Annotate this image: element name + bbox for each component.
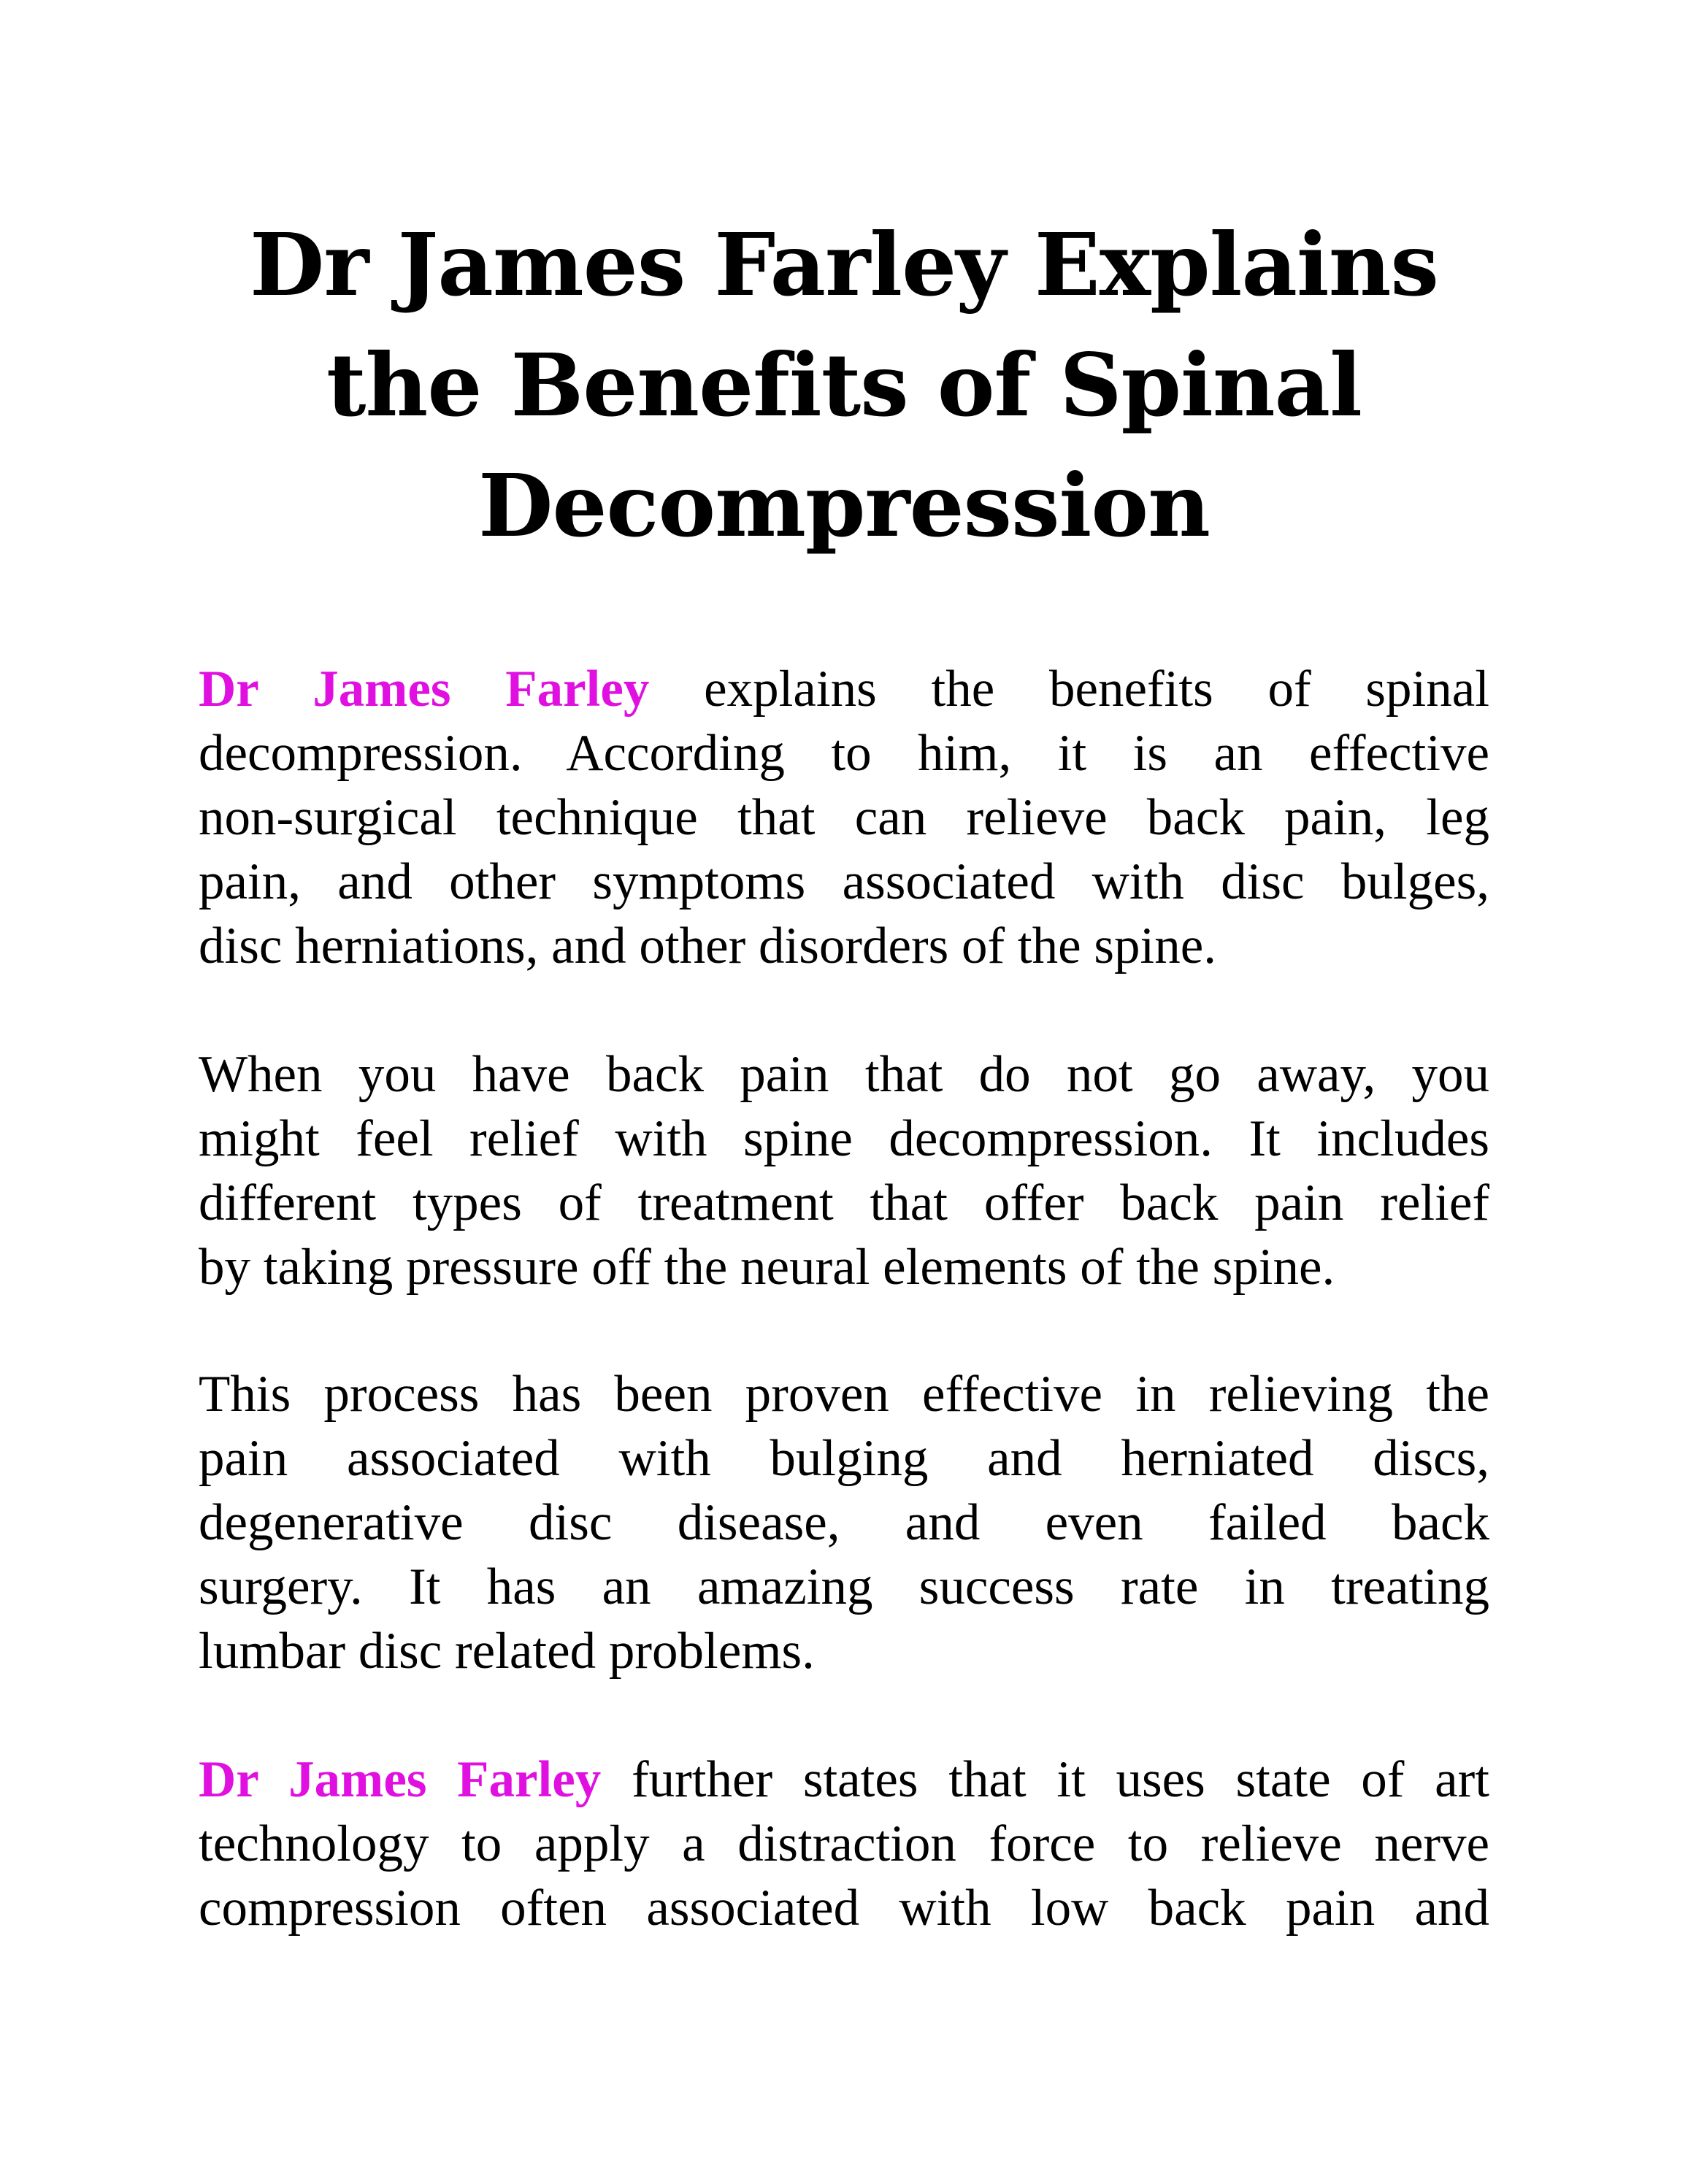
text-line [199,657,1489,721]
text-line: pain associated with bulging and herniated discs, [199,1430,1489,1487]
text-line: disc herniations, and other disorders of the spine. [199,918,1217,974]
text-line: This process has been proven effective in relieving the [199,1366,1489,1423]
title-line: the Benefits of Spinal [326,334,1362,436]
text-line: degenerative disc disease, and even failed back [199,1494,1489,1551]
text-line: surgery. It has an amazing success rate in treating [199,1558,1489,1615]
paragraph [199,657,1489,978]
page-title [183,204,1505,566]
text-line: technology to apply a distraction force to relieve nerve [199,1815,1489,1872]
text-line [199,1747,1489,1812]
author-name-link: Dr James Farley [199,661,650,718]
text-line: non-surgical technique that can relieve back pain, leg [199,789,1489,846]
line-text: further states that it uses state of art [601,1751,1489,1808]
text-line: decompression. According to him, it is an effective [199,725,1489,782]
title-line: Dr James Farley Explains [250,214,1438,315]
paragraph [199,1362,1489,1683]
text-line: lumbar disc related problems. [199,1623,815,1680]
paragraph [199,1042,1489,1299]
paragraph [199,1747,1489,1940]
line-text: explains the benefits of spinal [649,661,1490,718]
title-line: Decompression [478,455,1210,556]
text-line: pain, and other symptoms associated with disc bulges, [199,853,1489,910]
text-line: When you have back pain that do not go away, you [199,1046,1489,1103]
text-line: by taking pressure off the neural elements of the spine. [199,1239,1335,1296]
text-line: different types of treatment that offer back pain relief [199,1174,1489,1231]
author-name-link: Dr James Farley [199,1751,602,1808]
text-line: compression often associated with low back pain and [199,1880,1489,1937]
text-line: might feel relief with spine decompression. It includes [199,1110,1489,1167]
